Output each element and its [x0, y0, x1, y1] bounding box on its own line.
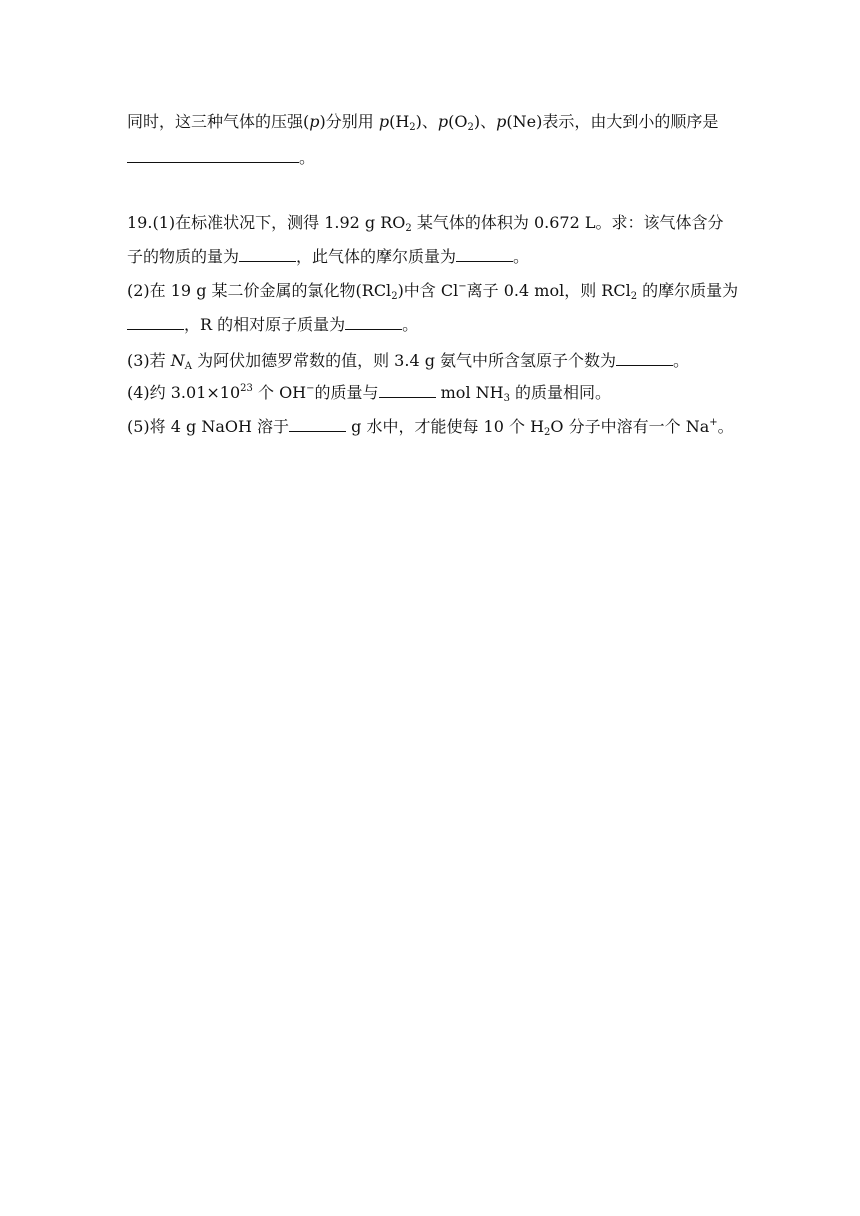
text: (2)在 19 g 某二价金属的氯化物(RCl	[127, 281, 392, 300]
text: 的质量相同。	[509, 383, 612, 402]
text: (O	[448, 112, 468, 131]
subscript: 2	[544, 427, 551, 438]
q19-part1-line1	[127, 213, 723, 233]
text: 的摩尔质量为	[637, 281, 739, 300]
subscript: 2	[405, 223, 412, 234]
subscript: A	[184, 361, 192, 372]
text: (Ne)表示，由大到小的顺序是	[506, 112, 719, 131]
var-p: p	[437, 112, 449, 131]
answer-blank[interactable]	[456, 246, 513, 262]
text: 个 OH	[252, 383, 307, 402]
answer-blank[interactable]	[239, 246, 296, 262]
text: g 水中，才能使每 10 个 H	[346, 417, 545, 436]
text: 某气体的体积为 0.672 L。求：该气体含分	[411, 213, 724, 232]
text: ，R 的相对原子质量为	[184, 315, 346, 334]
text: )分别用	[319, 112, 379, 131]
text: )、	[473, 112, 497, 131]
text: )中含 Cl	[397, 281, 459, 300]
text: )、	[415, 112, 438, 131]
answer-blank[interactable]	[127, 314, 184, 330]
q19-part4	[127, 382, 611, 403]
subscript: 2	[467, 122, 474, 133]
subscript: 3	[503, 393, 510, 404]
var-N: N	[170, 351, 185, 370]
text: O 分子中溶有一个 Na	[550, 417, 710, 436]
text: (5)将 4 g NaOH 溶于	[127, 417, 290, 436]
text: (H	[389, 112, 410, 131]
q19-part2-line1	[127, 281, 738, 301]
text: 。	[402, 315, 419, 334]
q19-part3	[127, 350, 689, 371]
answer-blank[interactable]	[289, 416, 346, 432]
answer-blank[interactable]	[379, 382, 436, 398]
subscript: 2	[630, 291, 638, 302]
q19-part1-line2	[127, 246, 529, 267]
text: 离子 0.4 mol，则 RCl	[466, 281, 631, 300]
text: (4)约 3.01×10	[127, 383, 241, 402]
superscript: 23	[240, 383, 253, 394]
subscript: 2	[409, 122, 416, 133]
q19-part2-line2	[127, 314, 418, 335]
text: 。	[513, 247, 530, 266]
var-p: p	[496, 112, 507, 131]
text: (3)若	[127, 351, 171, 370]
text: 为阿伏加德罗常数的值，则 3.4 g 氨气中所含氢原子个数为	[192, 351, 617, 370]
text: 。	[673, 351, 690, 370]
text: 同时，这三种气体的压强(	[127, 112, 310, 131]
text: 。	[299, 148, 316, 167]
answer-blank[interactable]	[345, 314, 402, 330]
answer-blank[interactable]	[616, 350, 673, 366]
text: 19.(1)在标准状况下，测得 1.92 g RO	[127, 213, 406, 232]
subscript: 2	[391, 291, 398, 302]
var-p: p	[309, 112, 320, 131]
q19-part5	[127, 416, 734, 437]
answer-blank[interactable]	[127, 147, 299, 163]
q18-line-2	[127, 147, 315, 168]
var-p: p	[378, 112, 390, 131]
text: 子的物质的量为	[127, 247, 240, 266]
superscript: −	[306, 383, 315, 394]
text: ，此气体的摩尔质量为	[296, 247, 457, 266]
text: 。	[717, 417, 734, 436]
superscript: −	[458, 281, 467, 292]
text: 的质量与	[314, 383, 379, 402]
superscript: +	[709, 417, 718, 428]
q18-line-1	[127, 112, 718, 132]
text: mol NH	[435, 383, 504, 402]
